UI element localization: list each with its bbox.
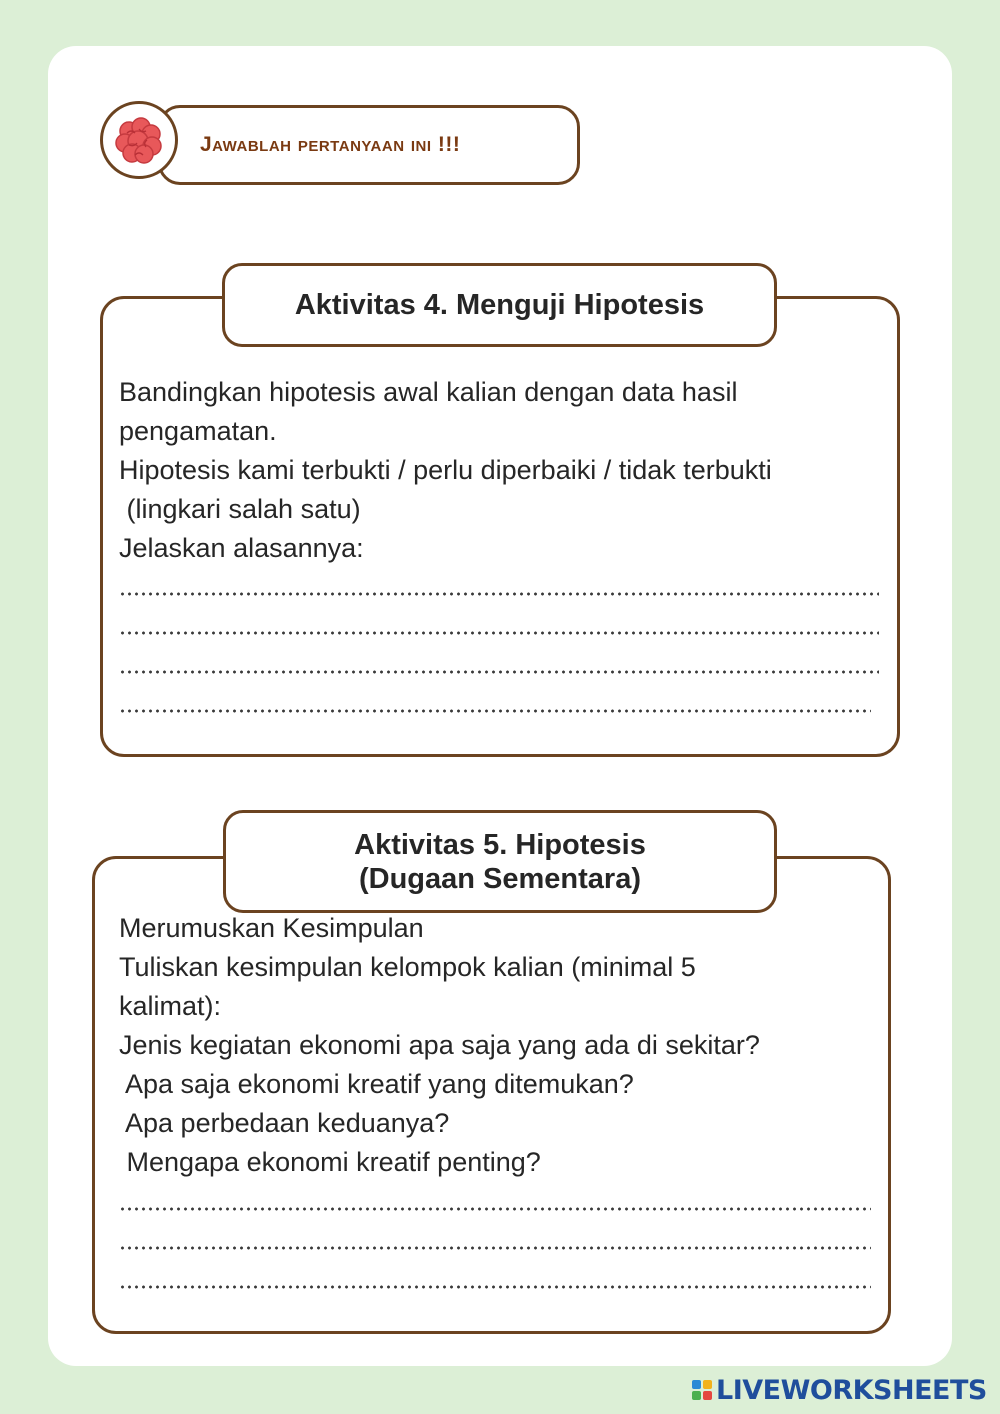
activity-5-text-line: Merumuskan Kesimpulan (119, 913, 424, 943)
activity-5-text-line: kalimat): (119, 991, 222, 1021)
activity-4-title: Aktivitas 4. Menguji Hipotesis (294, 289, 705, 321)
activity-5-title-line1: Aktivitas 5. Hipotesis (354, 828, 646, 861)
activity-5-title-line2: (Dugaan Sementara) (358, 862, 641, 895)
activity-5-answer-line[interactable] (119, 1246, 871, 1250)
brain-icon (111, 113, 167, 169)
activity-4-text-line: pengamatan. (119, 416, 277, 446)
instruction-banner-text: Jawablah pertanyaan ini !!! (200, 133, 461, 156)
activity-5-answer-line[interactable] (119, 1207, 871, 1211)
activity-5-text-line: Tuliskan kesimpulan kelompok kalian (minimal 5 (119, 952, 696, 982)
activity-4-text-line: Bandingkan hipotesis awal kalian dengan data hasil (119, 377, 738, 407)
activity-5-text-line: Jenis kegiatan ekonomi apa saja yang ada di sekitar? (119, 1030, 760, 1060)
activity-5-answer-line[interactable] (119, 1285, 871, 1289)
activity-4-text-line: (lingkari salah satu) (119, 494, 361, 524)
brain-icon-badge (100, 101, 178, 179)
activity-4-answer-line[interactable] (119, 670, 879, 674)
activity-5-text-line: Mengapa ekonomi kreatif penting? (119, 1147, 541, 1177)
liveworksheets-logo-icon (692, 1380, 712, 1400)
liveworksheets-logo (692, 1372, 987, 1408)
activity-5-text-line: Apa saja ekonomi kreatif yang ditemukan? (119, 1069, 634, 1099)
liveworksheets-logo-text: LIVEWORKSHEETS (716, 1374, 987, 1406)
activity-5-title-tab (223, 810, 777, 913)
activity-4-title-tab (222, 263, 777, 347)
activity-4-box (100, 296, 900, 757)
activity-4-text-line: Hipotesis kami terbukti / perlu diperbaiki / tidak terbukti (119, 455, 772, 485)
activity-4-answer-line[interactable] (119, 631, 879, 635)
activity-4-answer-line[interactable] (119, 592, 879, 596)
activity-5-text-line: Apa perbedaan keduanya? (119, 1108, 450, 1138)
activity-4-text-line: Jelaskan alasannya: (119, 533, 364, 563)
activity-4-answer-line[interactable] (119, 709, 871, 713)
